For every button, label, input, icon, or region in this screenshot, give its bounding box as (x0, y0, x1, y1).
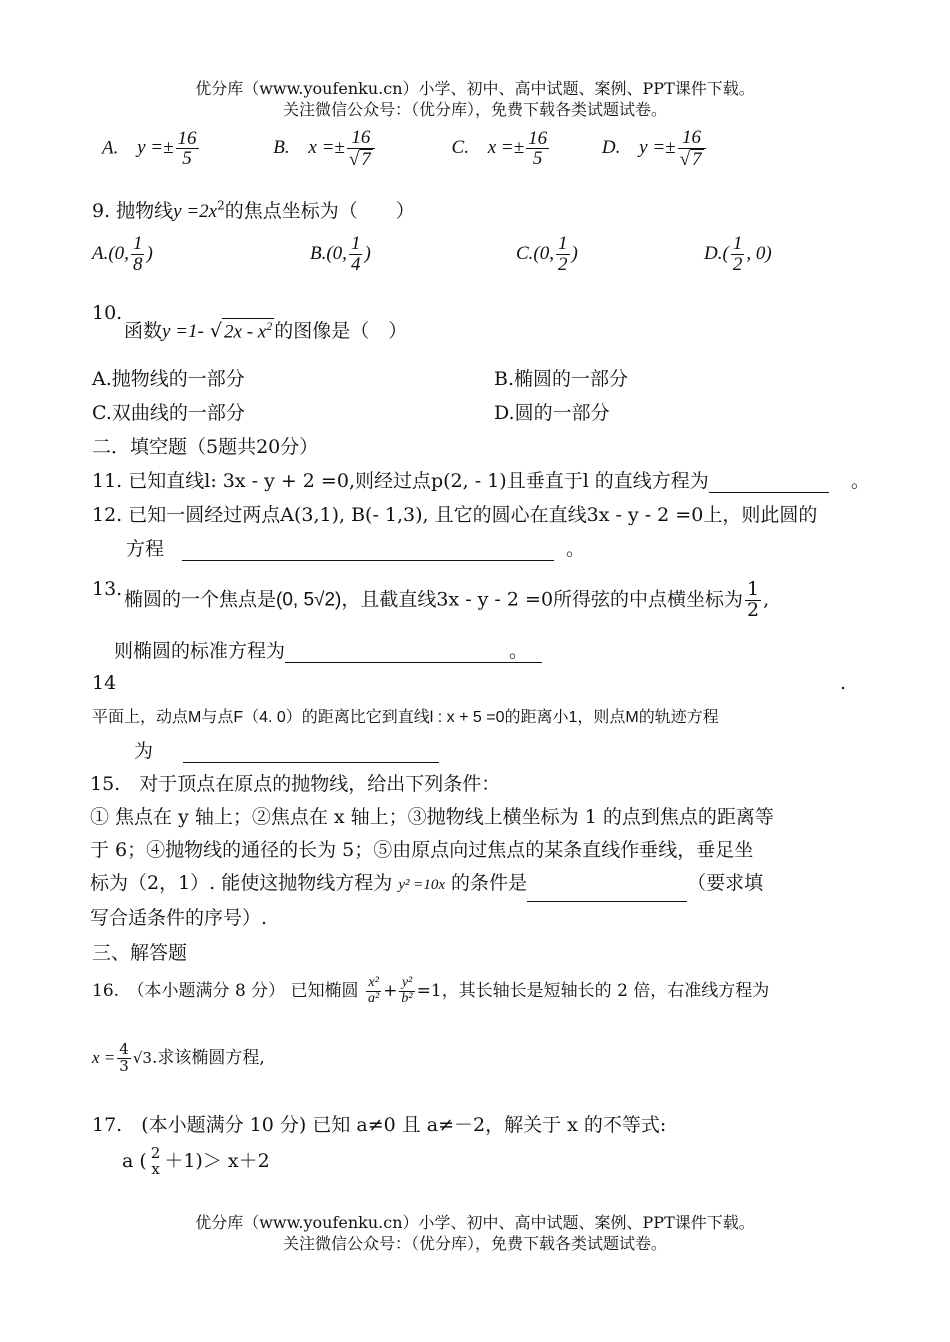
q13-number: 13. (92, 578, 123, 600)
q17-line-1: 17. (本小题满分 10 分) 已知 a≠0 且 a≠－2，解关于 x 的不等式: (92, 1114, 667, 1136)
footer-line-2: 关注微信公众号：（优分库），免费下载各类试题试卷。 (282, 1234, 667, 1253)
q8-a-fraction: $\frac{16}{5}$ (177, 127, 197, 170)
q8-b-fraction: $\frac{16}{√ 7}$ (347, 128, 375, 170)
q8-a-lhs: y =± (137, 137, 174, 159)
q12-line-1: 12. 已知一圆经过两点A(3,1), B(- 1,3), 且它的圆心在直线3x - y - 2 =0上，则此圆的 (92, 504, 818, 526)
section-3-heading: 三、解答题 (92, 942, 188, 964)
section-2-heading: 二．填空题（5题共20分） (92, 436, 319, 458)
q14-number: 14 (92, 672, 117, 694)
q8-b-label: B. (273, 137, 290, 159)
header-line-2: 关注微信公众号：（优分库），免费下载各类试题试卷。 (282, 100, 667, 119)
q15-line-4: 标为（2，1）. 能使这抛物线方程为 y² =10x 的条件是 （要求填 (90, 867, 865, 902)
q14-dot: . (840, 672, 847, 694)
q13-answer-blank[interactable] (285, 644, 509, 663)
q10-stem: 函数y =1- √ $2x - x^2$ 的图像是（ ） (124, 318, 408, 342)
q8-c-fraction: $\frac{16}{5}$ (528, 127, 548, 170)
q15-line-3: 于 6；④抛物线的通径的长为 5；⑤由原点向过焦点的某条直线作垂线，垂足坐 (90, 839, 754, 861)
q9-option-a: A.(0, $\frac{1}{8}$ ) (92, 233, 153, 275)
q8-a-label: A. (102, 137, 119, 159)
q15-line-2: ① 焦点在 y 轴上；②焦点在 x 轴上；③抛物线上横坐标为 1 的点到焦点的距离等 (90, 806, 774, 828)
q8-c-label: C. (451, 137, 469, 159)
q10-option-a: A.抛物线的一部分 (92, 368, 245, 390)
q10-option-b: B.椭圆的一部分 (494, 368, 629, 390)
q9-option-d: D.( $\frac{1}{2}$ , 0) (704, 233, 772, 275)
q14-answer-blank[interactable] (183, 744, 439, 763)
q17-line-2: a ( 2 x ＋1)＞ x＋2 (122, 1144, 270, 1178)
q13-line-1: 椭圆的一个焦点是(0, 5√2)，且截直线3x - y - 2 =0所得弦的中点横坐标为 $\frac{1}{2}$ , (124, 578, 770, 621)
q10-option-d: D.圆的一部分 (494, 402, 610, 424)
q8-d-label: D. (601, 137, 621, 159)
q12-line-2: 方程 。 (126, 538, 586, 560)
q14-line-1: 平面上，动点M与点F（4. 0）的距离比它到直线l : x + 5 =0的距离小1，则点M的轨迹方程 (92, 709, 719, 726)
q8-d-fraction: $\frac{16}{√ 7}$ (678, 128, 706, 170)
q8-c-lhs: x =± (487, 137, 525, 159)
q10-option-c: C.双曲线的一部分 (92, 402, 245, 424)
q15-answer-blank[interactable] (527, 883, 687, 902)
header-line-1: 优分库（www.youfenku.cn）小学、初中、高中试题、案例、PPT课件下载。 (195, 79, 755, 98)
q14-line-2: 为 (134, 736, 439, 763)
q11-answer-blank[interactable] (709, 474, 829, 493)
q10-number: 10. (92, 302, 123, 324)
q9-stem: 9. 抛物线$y =2x^2$的焦点坐标为（ ） (92, 198, 415, 222)
q9-option-c: C.(0, $\frac{1}{2}$ ) (516, 233, 578, 275)
q15-line-1: 15. 对于顶点在原点的抛物线，给出下列条件： (90, 773, 501, 795)
footer-line-1: 优分库（www.youfenku.cn）小学、初中、高中试题、案例、PPT课件下载。 (195, 1213, 755, 1232)
q16-line-1: 16. （本小题满分 8 分） 已知椭圆 $\frac{\text{x²}}{\text{a²}}$ + $\frac{\text{y²}}{\text{b²}}$ =1，其长轴长是短轴长的 2 倍，右准线方程为 (92, 975, 770, 1006)
q13-line-2: 则椭圆的标准方程为 。 (114, 636, 542, 663)
q12-answer-blank[interactable] (182, 542, 554, 561)
q8-b-lhs: x =± (308, 137, 345, 159)
q8-options (102, 128, 708, 170)
q9-option-b: B.(0, $\frac{1}{4}$ ) (310, 233, 371, 275)
q8-d-lhs: y =± (639, 137, 676, 159)
q16-line-2: x = $\frac{4}{3}$ √3.求该椭圆方程, (92, 1040, 265, 1075)
q11: 11. 已知直线l: 3x - y + 2 =0,则经过点p(2, - 1)且垂直于l 的直线方程为 。 (92, 470, 870, 492)
q15-line-5: 写合适条件的序号）. (90, 907, 268, 929)
q15-block (90, 768, 865, 935)
